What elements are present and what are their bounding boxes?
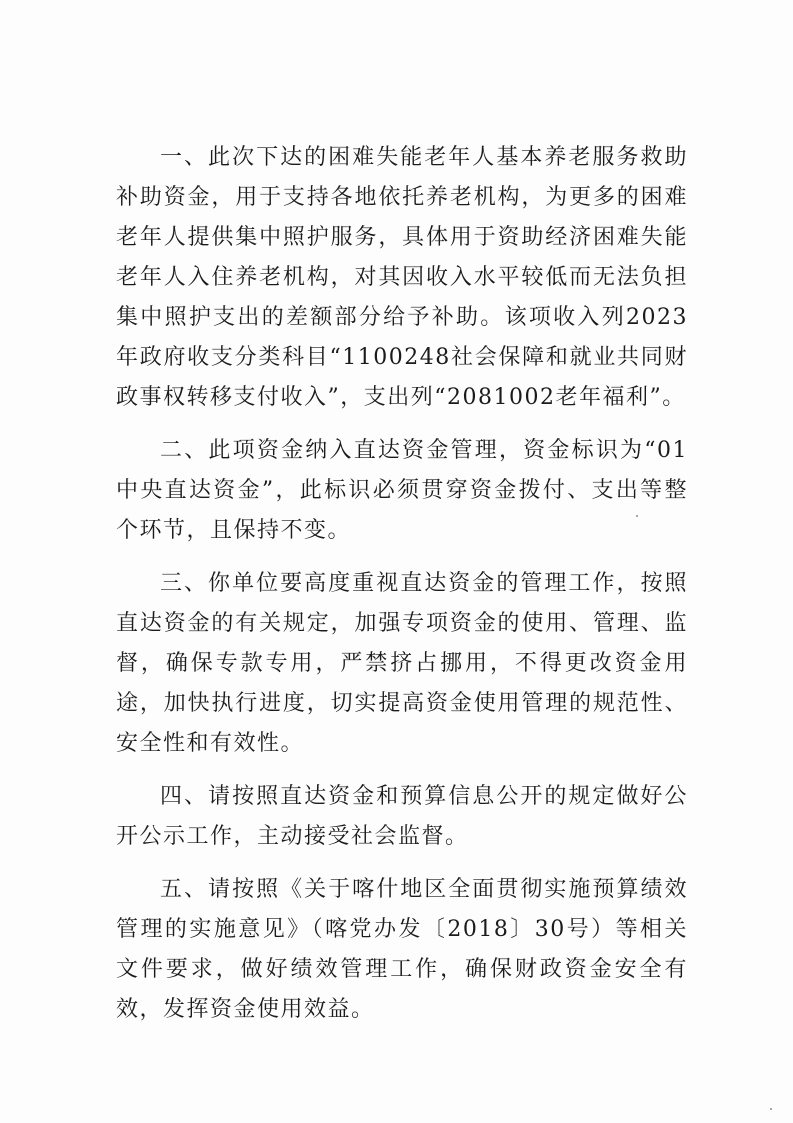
paragraph-5: 五、请按照《关于喀什地区全面贯彻实施预算绩效管理的实施意见》（喀党办发〔2018〕30号）等相关文件要求，做好绩效管理工作，确保财政资金安全有效，发挥资金使用效益。 — [116, 877, 688, 1022]
paragraph-3: 三、你单位要高度重视直达资金的管理工作，按照直达资金的有关规定，加强专项资金的使用、管理、监督，确保专款专用，严禁挤占挪用，不得更改资金用途，加快执行进度，切实提高资金使用管理的规范性、安全性和有效性。 — [116, 571, 688, 756]
paragraph-2: 二、此项资金纳入直达资金管理，资金标识为“01中央直达资金”，此标识必须贯穿资金拨付、支出等整个环节，且保持不变。 — [116, 438, 688, 543]
paragraph-4: 四、请按照直达资金和预算信息公开的规定做好公开公示工作，主动接受社会监督。 — [116, 784, 688, 849]
paragraph-1: 一、此次下达的困难失能老年人基本养老服务救助补助资金，用于支持各地依托养老机构，为更多的困难老年人提供集中照护服务，具体用于资助经济困难失能老年人入住养老机构，对其因收入水平较低而无法负担集中照护支出的差额部分给予补助。该项收入列2023年政府收支分类科目“1100248社会保障和就业共同财政事权转移支付收入”，支出列“2081002老年福利”。 — [116, 145, 688, 410]
document-body — [116, 138, 688, 1043]
scan-speck — [770, 1108, 772, 1110]
scan-speck — [636, 515, 638, 517]
